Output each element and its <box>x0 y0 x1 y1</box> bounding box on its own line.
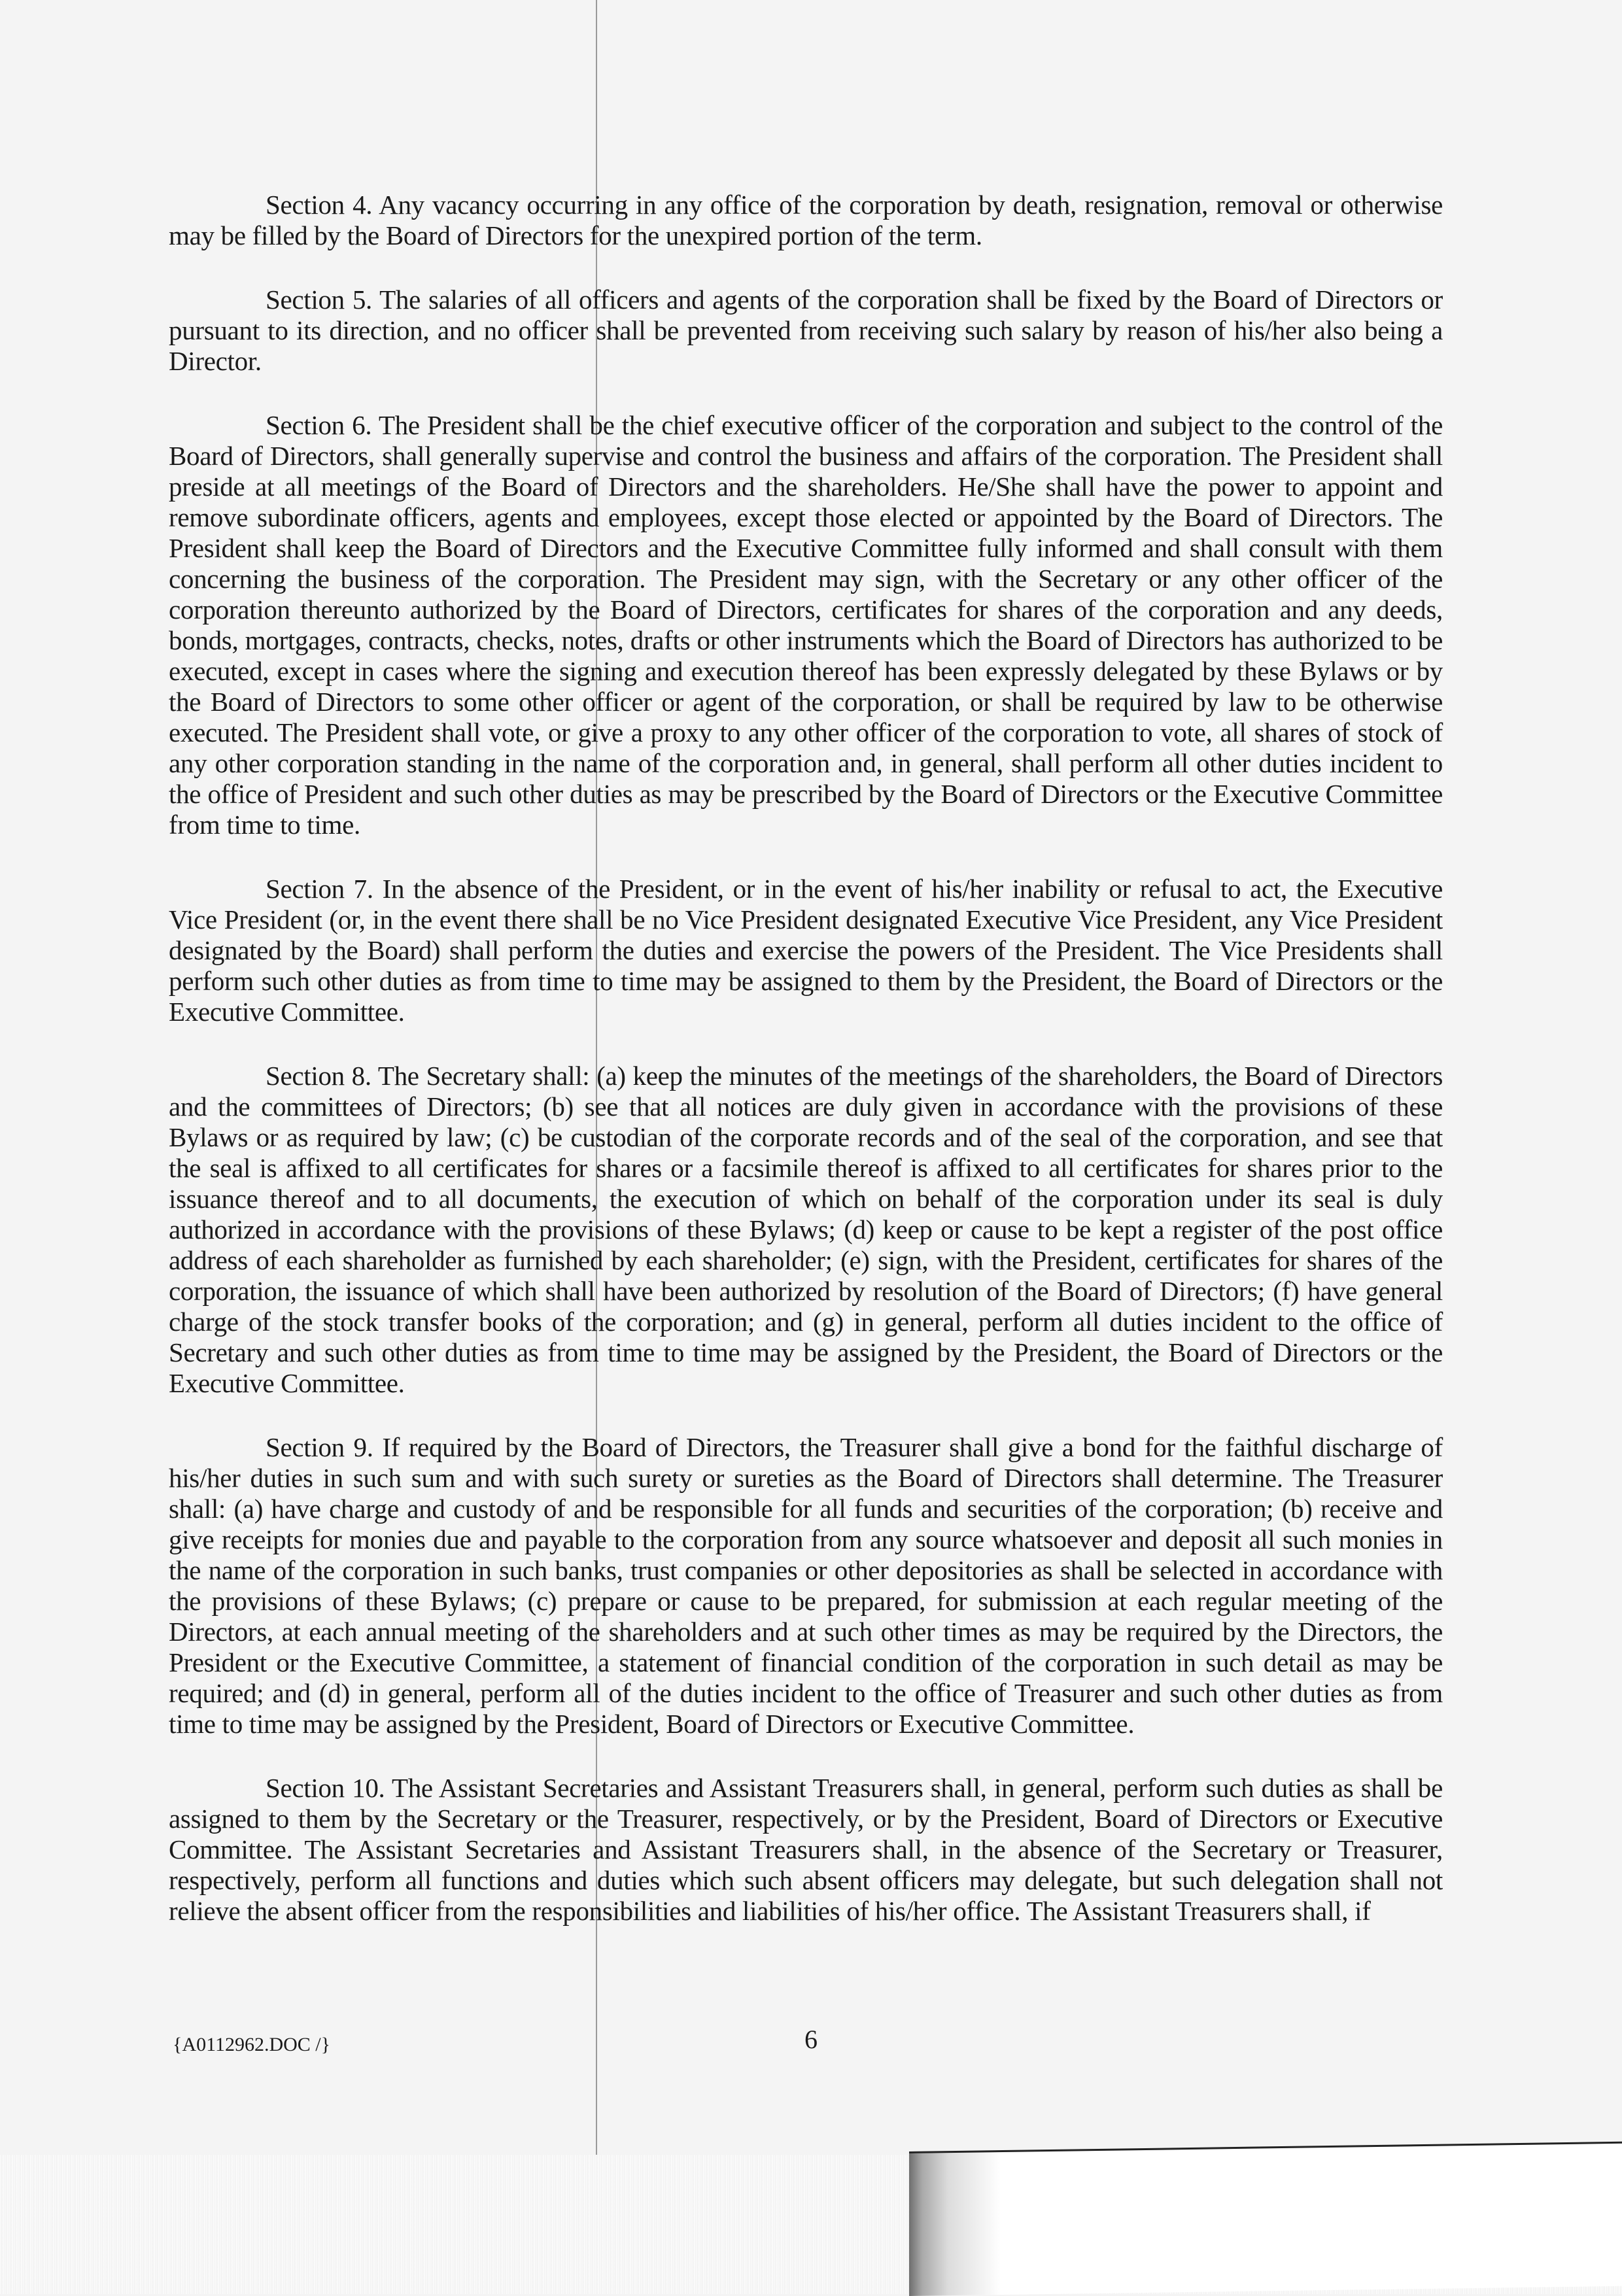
page-number: 6 <box>804 2025 818 2054</box>
section-6-paragraph: Section 6. The President shall be the chief executive officer of the corporation and subject to the control of the Board of Directors, shall generally supervise and control the business and affairs of the corporation. The President shall preside at all meetings of the Board of Directors and the shareholders. He/She shall have the power to appoint and remove subordinate officers, agents and employees, except those elected or appointed by the Board of Directors. The President shall keep the Board of Directors and the Executive Committee fully informed and shall consult with them concerning the business of the corporation. The President may sign, with the Secretary or any other officer of the corporation thereunto authorized by the Board of Directors, certificates for shares of the corporation and any deeds, bonds, mortgages, contracts, checks, notes, drafts or other instruments which the Board of Directors has authorized to be executed, except in cases where the signing and execution thereof has been expressly delegated by these Bylaws or by the Board of Directors to some other officer or agent of the corporation, or shall be required by law to be otherwise executed. The President shall vote, or give a proxy to any other officer of the corporation to vote, all shares of stock of any other corporation standing in the name of the corporation and, in general, shall perform all other duties incident to the office of President and such other duties as may be prescribed by the Board of Directors or the Executive Committee from time to time. <box>169 410 1443 840</box>
section-9-paragraph: Section 9. If required by the Board of Directors, the Treasurer shall give a bond for the faithful discharge of his/her duties in such sum and with such surety or sureties as the Board of Directors shall determine. The Treasurer shall: (a) have charge and custody of and be responsible for all funds and securities of the corporation; (b) receive and give receipts for monies due and payable to the corporation from any source whatsoever and deposit all such monies in the name of the corporation in such banks, trust companies or other depositories as shall be selected in accordance with the provisions of these Bylaws; (c) prepare or cause to be prepared, for submission at each regular meeting of the Directors, at each annual meeting of the shareholders and at such other times as may be required by the Directors, the President or the Executive Committee, a statement of financial condition of the corporation in such detail as may be required; and (d) in general, perform all of the duties incident to the office of Treasurer and such other duties as from time to time may be assigned by the President, Board of Directors or Executive Committee. <box>169 1432 1443 1739</box>
section-10-paragraph: Section 10. The Assistant Secretaries and Assistant Treasurers shall, in general, perform such duties as shall be assigned to them by the Secretary or the Treasurer, respectively, or by the President, Board of Directors or Executive Committee. The Assistant Secretaries and Assistant Treasurers shall, in the absence of the Secretary or Treasurer, respectively, perform all functions and duties which such absent officers may delegate, but such delegation shall not relieve the absent officer from the responsibilities and liabilities of his/her office. The Assistant Treasurers shall, if <box>169 1773 1443 1926</box>
section-8-paragraph: Section 8. The Secretary shall: (a) keep the minutes of the meetings of the shareholders, the Board of Directors and the committees of Directors; (b) see that all notices are duly given in accordance with the provisions of these Bylaws or as required by law; (c) be custodian of the corporate records and of the seal of the corporation, and see that the seal is affixed to all certificates for shares or a facsimile thereof is affixed to all certificates for shares prior to the issuance thereof and to all documents, the execution of which on behalf of the corporation under its seal is duly authorized in accordance with the provisions of these Bylaws; (d) keep or cause to be kept a register of the post office address of each shareholder as furnished by each shareholder; (e) sign, with the President, certificates for shares of the corporation, the issuance of which shall have been authorized by resolution of the Board of Directors; (f) have general charge of the stock transfer books of the corporation; and (g) in general, perform all duties incident to the office of Secretary and such other duties as from time to time may be assigned by the President, the Board of Directors or the Executive Committee. <box>169 1061 1443 1398</box>
scan-page-fold <box>909 2142 1622 2296</box>
section-5-paragraph: Section 5. The salaries of all officers and agents of the corporation shall be fixed by the Board of Directors or pursuant to its direction, and no officer shall be prevented from receiving such salary by reason of his/her also being a Director. <box>169 284 1443 376</box>
footer-document-id: {A0112962.DOC /} <box>173 2034 331 2055</box>
document-body <box>169 190 1443 1960</box>
section-7-paragraph: Section 7. In the absence of the President, or in the event of his/her inability or refusal to act, the Executive Vice President (or, in the event there shall be no Vice President designated Executive Vice President, any Vice President designated by the Board) shall perform the duties and exercise the powers of the President. The Vice Presidents shall perform such other duties as from time to time may be assigned to them by the President, the Board of Directors or the Executive Committee. <box>169 874 1443 1027</box>
section-4-paragraph: Section 4. Any vacancy occurring in any office of the corporation by death, resignation, removal or otherwise may be filled by the Board of Directors for the unexpired portion of the term. <box>169 190 1443 250</box>
